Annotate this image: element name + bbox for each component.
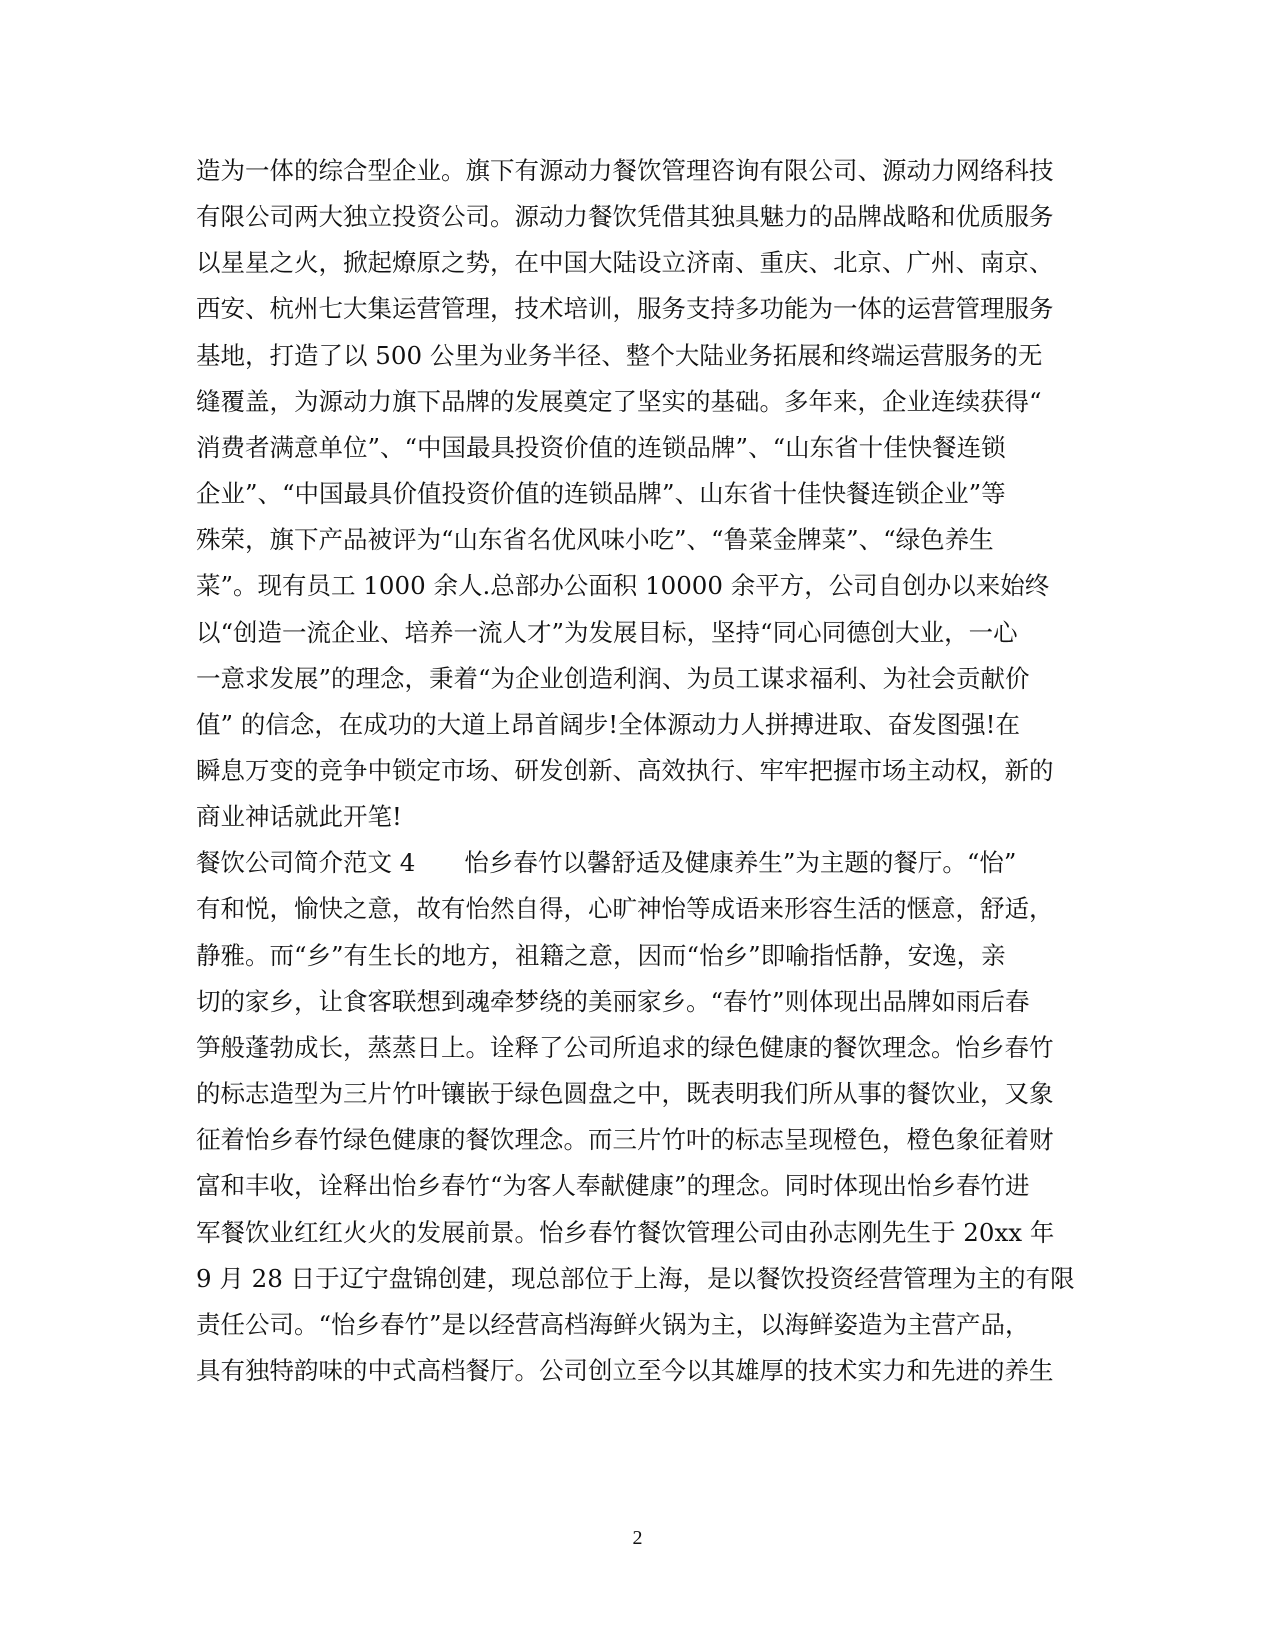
text-line: 消费者满意单位”、“中国最具投资价值的连锁品牌”、“山东省十佳快餐连锁 xyxy=(196,432,1006,462)
text-line: 企业”、“中国最具价值投资价值的连锁品牌”、山东省十佳快餐连锁企业”等 xyxy=(196,479,1006,509)
text-line: 征着怡乡春竹绿色健康的餐饮理念。而三片竹叶的标志呈现橙色，橙色象征着财 xyxy=(196,1125,1054,1155)
text-line: 笋般蓬勃成长，蒸蒸日上。诠释了公司所追求的绿色健康的餐饮理念。怡乡春竹 xyxy=(196,1032,1054,1062)
text-line: 静雅。而“乡”有生长的地方，祖籍之意，因而“怡乡”即喻指恬静，安逸，亲 xyxy=(196,940,1006,970)
text-line: 餐饮公司简介范文 4 怡乡春竹以馨舒适及健康养生”为主题的餐厅。“怡” xyxy=(196,848,1017,878)
text-line: 军餐饮业红红火火的发展前景。怡乡春竹餐饮管理公司由孙志刚先生于 20xx 年 xyxy=(196,1217,1055,1247)
text-line: 一意求发展”的理念，秉着“为企业创造利润、为员工谋求福利、为社会贡献价 xyxy=(196,663,1030,693)
text-line: 值” 的信念，在成功的大道上昂首阔步!全体源动力人拼搏进取、奋发图强!在 xyxy=(196,709,1021,739)
page-number: 2 xyxy=(632,1527,643,1549)
text-line: 菜”。现有员工 1000 余人.总部办公面积 10000 余平方，公司自创办以来始终 xyxy=(196,571,1050,601)
text-line: 西安、杭州七大集运营管理，技术培训，服务支持多功能为一体的运营管理服务 xyxy=(196,294,1054,324)
text-line: 切的家乡，让食客联想到魂牵梦绕的美丽家乡。“春竹”则体现出品牌如雨后春 xyxy=(196,986,1030,1016)
text-line: 基地，打造了以 500 公里为业务半径、整个大陆业务拓展和终端运营服务的无 xyxy=(196,340,1043,370)
text-line: 缝覆盖，为源动力旗下品牌的发展奠定了坚实的基础。多年来，企业连续获得“ xyxy=(196,386,1042,416)
text-line: 以“创造一流企业、培养一流人才”为发展目标，坚持“同心同德创大业，一心 xyxy=(196,617,1018,647)
text-line: 具有独特韵味的中式高档餐厅。公司创立至今以其雄厚的技术实力和先进的养生 xyxy=(196,1355,1054,1385)
text-line: 有和悦，愉快之意，故有怡然自得，心旷神怡等成语来形容生活的惬意，舒适， xyxy=(196,894,1054,924)
text-line: 造为一体的综合型企业。旗下有源动力餐饮管理咨询有限公司、源动力网络科技 xyxy=(196,156,1054,185)
text-line: 9 月 28 日于辽宁盘锦创建，现总部位于上海，是以餐饮投资经营管理为主的有限 xyxy=(196,1263,1075,1293)
text-line: 有限公司两大独立投资公司。源动力餐饮凭借其独具魅力的品牌战略和优质服务 xyxy=(196,202,1054,232)
text-line: 富和丰收，诠释出怡乡春竹“为客人奉献健康”的理念。同时体现出怡乡春竹进 xyxy=(196,1171,1030,1201)
text-line: 以星星之火，掀起燎原之势，在中国大陆设立济南、重庆、北京、广州、南京、 xyxy=(196,248,1054,278)
text-line: 商业神话就此开笔! xyxy=(196,802,402,832)
text-line: 责任公司。“怡乡春竹”是以经营高档海鲜火锅为主，以海鲜姿造为主营产品， xyxy=(196,1309,1030,1339)
text-line: 的标志造型为三片竹叶镶嵌于绿色圆盘之中，既表明我们所从事的餐饮业，又象 xyxy=(196,1079,1054,1108)
text-line: 瞬息万变的竞争中锁定市场、研发创新、高效执行、牢牢把握市场主动权，新的 xyxy=(196,755,1054,785)
text-line: 殊荣，旗下产品被评为“山东省名优风味小吃”、“鲁菜金牌菜”、“绿色养生 xyxy=(196,525,994,555)
